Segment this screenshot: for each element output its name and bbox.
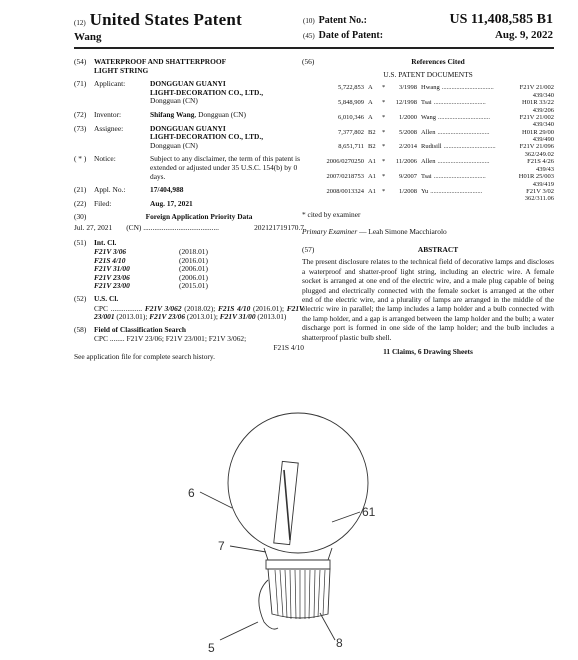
priority-country: (CN) (126, 222, 142, 232)
ref-class: H01R 25/003 (518, 172, 554, 180)
examiner-name: — Leah Simone Macchiarolo (357, 227, 447, 237)
reference-row: 5,848,909 A * 12/1998 Tsai ................................ H01R 33/22 (302, 99, 554, 107)
ref-star: * (382, 113, 386, 121)
field-label: Inventor: (94, 109, 122, 119)
field-code: (56) (302, 57, 315, 66)
field-label: U.S. Cl. (94, 294, 119, 304)
field-label: Int. Cl. (94, 237, 117, 247)
ref-class: F21V 21/096 (519, 143, 554, 151)
ref-name: Wang (421, 113, 436, 121)
left-column (74, 58, 304, 361)
header-left (74, 10, 242, 43)
ref-class: F21V 21/002 (519, 84, 554, 92)
field-58 (74, 326, 304, 335)
lamp-holder (268, 569, 330, 618)
search-cpc: CPC ........ F21V 23/06; F21V 23/001; F21V 3/062; F21S 4/10 (94, 334, 304, 353)
assignee-line-2: LIGHT-DECORATION CO., LTD., (150, 132, 264, 142)
ref-kind: B2 (368, 128, 376, 136)
label-7: 7 (218, 539, 225, 553)
label-6: 6 (188, 486, 195, 500)
field-code: (30) (74, 212, 87, 222)
ref-date: 12/1998 (395, 98, 417, 106)
ref-number: 2007/0218753 (326, 172, 364, 180)
code-45: (45) (303, 32, 315, 40)
ref-kind: A1 (368, 172, 376, 180)
priority-row (74, 224, 304, 233)
abstract-heading: ABSTRACT (417, 244, 459, 254)
label-61: 61 (362, 505, 376, 519)
ref-number: 7,377,802 (338, 128, 364, 136)
title-line-1: WATERPROOF AND SHATTERPROOF (94, 57, 227, 66)
field-code: (71) (74, 79, 87, 89)
title-line-2: LIGHT STRING (94, 65, 149, 75)
ref-star: * (382, 143, 386, 151)
references-list (302, 84, 554, 202)
claims-count: 11 Claims, 6 Drawing Sheets (383, 347, 473, 356)
ref-kind: A1 (368, 158, 376, 166)
ref-star: * (382, 84, 386, 92)
ref-number: 5,848,909 (338, 98, 364, 106)
int-cl-code: F21S 4/10 (94, 255, 126, 265)
field-code: (21) (74, 185, 87, 195)
cpc-version: (2013.01); (114, 312, 150, 322)
holder-collar (266, 560, 330, 569)
right-column (302, 58, 554, 357)
field-label: Filed: (94, 198, 112, 208)
ref-kind: A (368, 98, 373, 106)
ref-number: 2006/0270250 (326, 158, 364, 166)
label-8: 8 (336, 636, 343, 650)
applicant-line-2: LIGHT-DECORATION CO., LTD., (150, 87, 264, 97)
cpc-version: (2016.01); (250, 303, 287, 313)
search-history-note: See application file for complete search history. (74, 351, 215, 361)
cpc-version: (2018.02); (181, 303, 218, 313)
field-label: Applicant: (94, 79, 126, 89)
ref-number: 5,722,853 (338, 84, 364, 92)
ref-star: * (382, 128, 386, 136)
field-label: Field of Classification Search (94, 324, 187, 334)
int-cl-version: (2018.01) (179, 247, 208, 257)
code-10: (10) (303, 17, 315, 25)
patent-drawing (160, 400, 420, 655)
ref-date: 1/2000 (398, 113, 417, 121)
reference-row: 5,722,853 A * 3/1998 Hwang ................................ F21V 21/002 (302, 84, 554, 92)
priority-heading: Foreign Application Priority Data (145, 212, 253, 222)
ref-date: 5/2008 (398, 128, 417, 136)
field-code: (73) (74, 123, 87, 133)
reference-row: 7,377,802 B2 * 5/2008 Allen ................................ H01R 29/00 (302, 129, 554, 137)
field-code: (57) (302, 244, 315, 254)
code-12: (12) (74, 19, 86, 27)
ref-kind: A (368, 113, 373, 121)
field-label: Notice: (94, 154, 116, 164)
int-cl-code: F21V 31/00 (94, 264, 130, 274)
int-cl-version: (2006.01) (179, 264, 208, 274)
ref-class: F21S 4/26 (527, 158, 554, 166)
int-cl-version: (2016.01) (179, 255, 208, 265)
ref-date: 9/2007 (398, 172, 417, 180)
ref-date: 1/2008 (398, 187, 417, 195)
ref-star: * (382, 187, 386, 195)
patent-date: Aug. 9, 2022 (494, 29, 553, 41)
ref-class-us: 439/419 (532, 180, 554, 188)
electric-wire (259, 580, 278, 629)
field-code: (58) (74, 324, 87, 334)
holder-ridges (275, 570, 325, 619)
ref-star: * (382, 172, 386, 180)
label-5: 5 (208, 641, 215, 655)
field-code: ( * ) (74, 154, 87, 164)
int-cl-code: F21V 3/06 (94, 247, 127, 257)
ref-class: F21V 21/002 (519, 113, 554, 121)
int-cl-version: (2015.01) (179, 281, 208, 291)
us-cl-cpc: CPC ................. F21V 3/062 (2018.02); F21S 4/10 (2016.01); F21V 23/001 (2013.01); F21V 23/06 (2013.01); F21V 31/00 (2013.01) (94, 303, 304, 322)
priority-date: Jul. 27, 2021 (74, 222, 113, 232)
header-right (303, 10, 553, 40)
ref-class-us: 439/43 (535, 165, 554, 173)
ref-name: Tsai (421, 98, 432, 106)
ref-class-us: 439/340 (532, 121, 554, 129)
date-label: Date of Patent: (318, 30, 384, 41)
field-label: Appl. No.: (94, 185, 126, 195)
ref-name: Yu (421, 187, 429, 195)
field-51 (74, 239, 304, 248)
reference-row: 2006/0270250 A1 * 11/2006 Allen ................................ F21S 4/26 (302, 158, 554, 166)
leader-dots: ......................................... (141, 223, 219, 232)
ref-class-us: 362/249.02 (524, 150, 554, 158)
ref-date: 3/1998 (398, 84, 417, 92)
us-docs-heading: U.S. PATENT DOCUMENTS (383, 69, 473, 79)
field-52 (74, 295, 304, 304)
leader-6 (200, 492, 232, 508)
applicant-line-3: Dongguan (CN) (150, 96, 198, 106)
int-cl-code: F21V 23/00 (94, 281, 130, 291)
reference-row: 2008/0013324 A1 * 1/2008 Yu ................................ F21V 3/02 (302, 188, 554, 196)
inventor-short: Wang (74, 31, 102, 43)
ref-date: 11/2006 (395, 158, 417, 166)
field-code: (51) (74, 237, 87, 247)
filed-date: Aug. 17, 2021 (150, 198, 193, 208)
ref-class: H01R 33/22 (522, 98, 554, 106)
field-21 (74, 186, 304, 195)
field-72 (74, 111, 304, 120)
ref-name: Tsai (421, 172, 432, 180)
field-notice (74, 155, 304, 181)
ref-class: F21V 3/02 (526, 187, 554, 195)
ref-number: 2008/0013324 (326, 187, 364, 195)
inner-tube (274, 461, 298, 544)
ref-kind: A (368, 84, 373, 92)
leader-61 (332, 512, 360, 522)
leader-8 (320, 613, 335, 640)
header-rule (74, 47, 554, 49)
cpc-label: CPC (94, 303, 108, 313)
leader-5 (220, 622, 258, 640)
search-cpc-line-2: F21S 4/10 (273, 343, 304, 353)
field-label: Assignee: (94, 123, 124, 133)
cpc-code: F21S 4/10 (217, 303, 251, 313)
inventor-name: Shifang Wang (150, 109, 195, 119)
int-cl-code: F21V 23/06 (94, 272, 130, 282)
notice-text: Subject to any disclaimer, the term of this patent is extended or adjusted under 35 U.S.C. 154(b) by 0 days. (150, 154, 300, 181)
ref-class-us: 439/206 (532, 106, 554, 114)
ref-star: * (382, 158, 386, 166)
assignee-line-3: Dongguan (CN) (150, 140, 198, 150)
assignee-line-1: DONGGUAN GUANYI (150, 123, 226, 133)
patent-header (0, 10, 578, 50)
ref-name: Allen (421, 128, 436, 136)
field-57 (302, 246, 554, 255)
field-54 (74, 58, 304, 75)
reference-row: 8,651,711 B2 * 2/2014 Rudisill ................................ F21V 21/096 (302, 143, 554, 151)
ref-kind: A1 (368, 187, 376, 195)
bulb-neck (264, 548, 332, 560)
field-71 (74, 80, 304, 106)
filament (284, 470, 290, 540)
field-code: (54) (74, 57, 87, 66)
field-code: (22) (74, 198, 87, 208)
ref-name: Hwang (421, 84, 440, 92)
field-73 (74, 125, 304, 151)
cpc-code: F21V 23/06 (149, 312, 186, 322)
abstract-text: The present disclosure relates to the technical field of decorative lamps and discloses a waterproof and shatter-proof light string, including an electric wire. A female socket is arranged at one end of the electric wire, and a male plug capable of being plugged and electrically connected with the female socket is arranged at the other end of the electric wire, and a plurality of lamps are arranged in the middle of the electric wire in parallel; the lamp includes a lamp holder and a bulb connected with the lamp holder, and a gap is arranged between the lamp holder and the bulb; a water discharge port is formed in one side of the lamp holder; and the bulb includes a shatterproof plastic bulb shell. (302, 257, 554, 342)
cpc-label: CPC (94, 334, 108, 344)
patent-title: United States Patent (89, 10, 242, 29)
ref-class-us: 439/340 (532, 91, 554, 99)
examiner-label: Primary Examiner (302, 227, 358, 237)
cpc-code: F21V 23/001 (94, 303, 304, 322)
ref-class: H01R 29/00 (522, 128, 554, 136)
cited-by-examiner: * cited by examiner (302, 209, 361, 219)
priority-number: 202121719170.7 (254, 222, 304, 232)
references-heading: References Cited (411, 57, 465, 66)
ref-name: Allen (421, 158, 436, 166)
cpc-code: F21V 3/062 (144, 303, 182, 313)
field-code: (52) (74, 294, 87, 304)
cpc-version: (2013.01) (255, 312, 287, 322)
field-30 (74, 213, 304, 222)
ref-class-us: 439/490 (532, 136, 554, 144)
applicant-line-1: DONGGUAN GUANYI (150, 79, 226, 89)
field-56 (302, 58, 554, 67)
application-number: 17/404,988 (150, 185, 184, 195)
cpc-code: F21V 31/00 (219, 312, 256, 322)
patent-no-label: Patent No.: (318, 15, 367, 26)
patent-number: US 11,408,585 B1 (449, 12, 553, 27)
light-bulb-drawing (160, 400, 420, 655)
int-cl-list (94, 248, 304, 291)
cpc-version: (2013.01); (185, 312, 220, 322)
ref-name: Rudisill (421, 143, 442, 151)
field-code: (72) (74, 109, 87, 119)
ref-class-us: 362/311.06 (524, 195, 554, 203)
ref-star: * (382, 98, 386, 106)
field-22 (74, 200, 304, 209)
search-cpc-line-1: F21V 23/06; F21V 23/001; F21V 3/062; (126, 334, 247, 344)
bulb-shell (228, 413, 368, 553)
ref-kind: B2 (368, 143, 376, 151)
inventor-location: , Dongguan (CN) (194, 109, 246, 119)
reference-row: 2007/0218753 A1 * 9/2007 Tsai ................................ H01R 25/003 (302, 173, 554, 181)
ref-date: 2/2014 (398, 143, 417, 151)
reference-row: 6,010,346 A * 1/2000 Wang ................................ F21V 21/002 (302, 114, 554, 122)
ref-number: 6,010,346 (338, 113, 364, 121)
ref-number: 8,651,711 (338, 143, 364, 151)
leader-7 (230, 546, 266, 552)
int-cl-version: (2006.01) (179, 272, 208, 282)
